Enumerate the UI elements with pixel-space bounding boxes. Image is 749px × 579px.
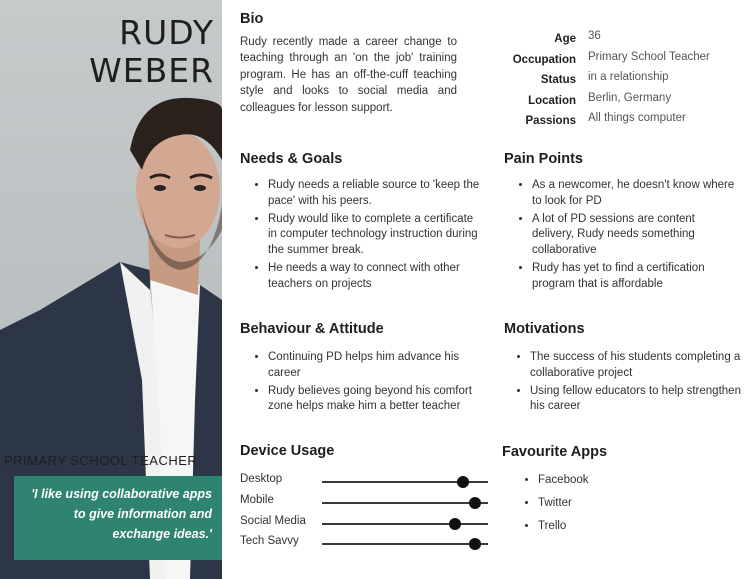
device-usage-heading: Device Usage xyxy=(240,443,335,459)
fact-value: All things computer xyxy=(588,112,686,125)
persona-first-name: RUDY xyxy=(119,13,214,52)
usage-slider-knob xyxy=(469,538,481,550)
usage-slider-track xyxy=(322,481,488,483)
persona-last-name: WEBER xyxy=(89,51,214,90)
motivations-list xyxy=(514,350,748,417)
list-item: • The success of his students completing a collaborative project xyxy=(530,350,748,382)
device-label: Mobile xyxy=(240,493,274,506)
list-item: • Rudy needs a reliable source to 'keep the pace' with his peers. xyxy=(268,178,484,210)
list-item: • Trello xyxy=(538,520,589,543)
quote-box xyxy=(14,476,222,560)
usage-slider-knob xyxy=(449,518,461,530)
list-item: • As a newcomer, he doesn't know where to look for PD xyxy=(532,178,737,210)
fact-value: in a relationship xyxy=(588,71,669,84)
usage-slider-track xyxy=(322,523,488,525)
motivations-heading: Motivations xyxy=(504,321,585,337)
usage-slider-track xyxy=(322,502,488,504)
fact-label: Location xyxy=(528,94,576,107)
bio-text: Rudy recently made a career change to teaching through an 'on the job' training program. He has an off-the-cuff teaching style and looks to social media and colleagues for lesson support. xyxy=(240,36,457,114)
list-item: • Rudy has yet to find a certification program that is affordable xyxy=(532,261,737,293)
bio-heading: Bio xyxy=(240,11,264,27)
list-item: • Rudy believes going beyond his comfort zone helps make him a better teacher xyxy=(268,384,480,416)
fact-value: Berlin, Germany xyxy=(588,91,672,104)
favourite-apps-heading: Favourite Apps xyxy=(502,444,608,460)
list-item: • Continuing PD helps him advance his career xyxy=(268,350,480,382)
pain-points-list xyxy=(516,178,737,295)
persona-quote: 'I like using collaborative apps to give information and exchange ideas.' xyxy=(31,487,212,541)
behaviour-heading: Behaviour & Attitude xyxy=(240,321,384,337)
list-item: • Rudy would like to complete a certificate in computer technology instruction during the summer break. xyxy=(268,212,484,259)
persona-name xyxy=(89,14,214,90)
list-item: • A lot of PD sessions are content delivery, Rudy needs something collaborative xyxy=(532,212,737,259)
device-row-social-media xyxy=(240,514,490,535)
favourite-apps-list xyxy=(522,474,589,543)
device-label: Tech Savvy xyxy=(240,535,299,548)
usage-slider-knob xyxy=(457,476,469,488)
persona-role: PRIMARY SCHOOL TEACHER xyxy=(4,453,198,468)
list-item: • Using fellow educators to help strengthen his career xyxy=(530,384,748,416)
list-item: • Facebook xyxy=(538,474,589,497)
behaviour-list xyxy=(252,350,480,417)
device-row-tech-savvy xyxy=(240,534,490,555)
device-row-mobile xyxy=(240,493,490,514)
usage-slider-track xyxy=(322,543,488,545)
fact-value: Primary School Teacher xyxy=(588,50,710,63)
needs-goals-heading: Needs & Goals xyxy=(240,151,343,167)
usage-slider-knob xyxy=(469,497,481,509)
fact-value: 36 xyxy=(588,30,601,42)
pain-points-heading: Pain Points xyxy=(504,151,583,167)
fact-label: Occupation xyxy=(512,53,576,66)
device-usage-list xyxy=(240,472,490,555)
device-label: Social Media xyxy=(240,514,306,527)
fact-label: Passions xyxy=(525,115,576,128)
list-item: • Twitter xyxy=(538,497,589,520)
fact-label: Age xyxy=(554,33,576,45)
needs-goals-list xyxy=(252,178,484,295)
fact-label: Status xyxy=(540,74,576,87)
device-label: Desktop xyxy=(240,473,283,485)
list-item: • He needs a way to connect with other teachers on projects xyxy=(268,261,484,293)
device-row-desktop xyxy=(240,472,490,493)
